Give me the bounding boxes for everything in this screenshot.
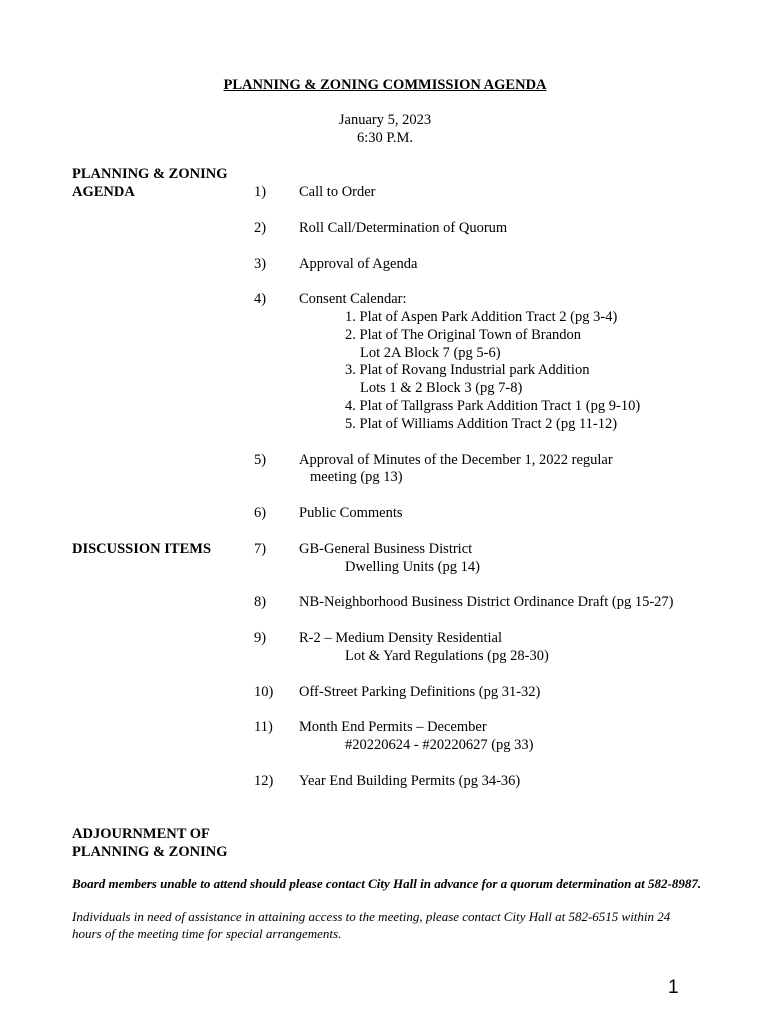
agenda-item: R-2 – Medium Density Residential [299,630,502,646]
item-number: 7) [254,541,267,557]
page-title: PLANNING & ZONING COMMISSION AGENDA [223,77,547,93]
consent-item: 5. Plat of Williams Addition Tract 2 (pg 11-12) [345,416,618,432]
accessibility-notice: Individuals in need of assistance in attaining access to the meeting, please contact City Hall at 582-6515 within 24 hours of the meeting time for special arrangements. [72,909,671,941]
agenda-item: Call to Order [299,184,376,200]
consent-item: 3. Plat of Rovang Industrial park Addition [345,362,590,378]
item-number: 5) [254,452,267,468]
agenda-item-continued: #20220624 - #20220627 (pg 33) [345,737,534,753]
quorum-notice: Board members unable to attend should please contact City Hall in advance for a quorum determination at 582-8987. [72,876,702,891]
agenda-item: NB-Neighborhood Business District Ordinance Draft (pg 15-27) [299,594,674,610]
section-agenda-heading: PLANNING & ZONING [72,166,228,182]
agenda-item-continued: Lot & Yard Regulations (pg 28-30) [345,648,549,664]
section-agenda-heading-line2: AGENDA [72,184,135,200]
agenda-item: Consent Calendar: [299,291,407,307]
consent-item: 2. Plat of The Original Town of Brandon [345,327,582,343]
agenda-item: Approval of Agenda [299,256,418,272]
item-number: 8) [254,594,267,610]
section-discussion-heading: DISCUSSION ITEMS [72,541,212,557]
item-number: 2) [254,220,267,236]
agenda-item: Month End Permits – December [299,719,487,735]
agenda-item: Public Comments [299,505,403,521]
meeting-date: January 5, 2023 [338,112,432,128]
item-number: 9) [254,630,267,646]
agenda-item: Roll Call/Determination of Quorum [299,220,508,236]
agenda-item: GB-General Business District [299,541,473,557]
item-number: 4) [254,291,267,307]
section-adjournment-heading: ADJOURNMENT OF [72,826,210,842]
consent-item-continued: Lot 2A Block 7 (pg 5-6) [360,345,501,361]
agenda-item: Off-Street Parking Definitions (pg 31-32) [299,684,541,700]
meeting-time: 6:30 P.M. [356,130,413,146]
agenda-item-continued: meeting (pg 13) [310,469,403,485]
item-number: 11) [254,719,273,735]
page-number: 1 [668,977,679,998]
section-adjournment-heading-line2: PLANNING & ZONING [72,844,228,860]
item-number: 3) [254,256,267,272]
agenda-item: Approval of Minutes of the December 1, 2022 regular [299,452,613,468]
consent-item: 4. Plat of Tallgrass Park Addition Tract 1 (pg 9-10) [345,398,641,414]
item-number: 12) [254,773,274,789]
agenda-item: Year End Building Permits (pg 34-36) [299,773,521,789]
consent-item-continued: Lots 1 & 2 Block 3 (pg 7-8) [360,380,523,396]
item-number: 6) [254,505,267,521]
consent-item: 1. Plat of Aspen Park Addition Tract 2 (pg 3-4) [345,309,618,325]
item-number: 10) [254,684,274,700]
agenda-item-continued: Dwelling Units (pg 14) [345,559,480,575]
item-number: 1) [254,184,267,200]
